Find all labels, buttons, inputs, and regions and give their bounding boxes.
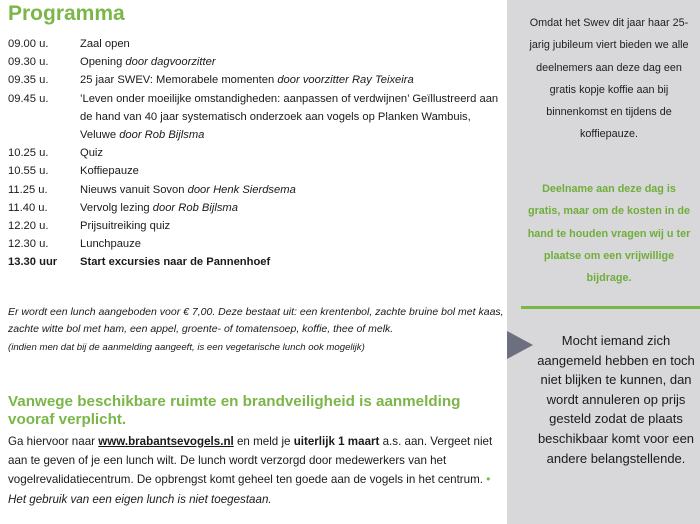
program-row	[8, 217, 504, 235]
lunch-info	[8, 304, 504, 356]
program-list	[8, 35, 504, 272]
lunch-rule: Het gebruik van een eigen lunch is niet toegestaan.	[8, 492, 272, 506]
program-item: Start excursies naar de Pannenhoef	[80, 256, 271, 269]
program-time: 11.25 u.	[8, 183, 48, 196]
website-link[interactable]: www.brabantsevogels.nl	[98, 435, 234, 448]
program-item: 25 jaar SWEV: Memorabele momenten door voorzitter Ray Teixeira	[80, 74, 414, 87]
sidebar-jubilee-text: Omdat het Swev dit jaar haar 25-jarig jubileum viert bieden we alle deelnemers aan deze dag een gratis kopje koffie aan bij binnenkomst en tijdens de koffiepauze.	[529, 17, 689, 141]
program-row	[8, 90, 504, 145]
sidebar-contribution-text: Deelname aan deze dag is gratis, maar om de kosten in de hand te houden vragen wij u ter plaatse om een vrijwillige bijdrage.	[527, 183, 691, 285]
program-item: Prijsuitreiking quiz	[80, 220, 171, 233]
program-item: Lunchpauze	[80, 238, 141, 251]
program-item: Vervolg lezing door Rob Bijlsma	[80, 201, 238, 214]
lunch-note: (indien men dat bij de aanmelding aangeeft, is een vegetarische lunch ook mogelijk)	[8, 341, 365, 353]
program-row	[8, 199, 504, 217]
registration-heading: Vanwege beschikbare ruimte en brandveiligheid is aanmelding vooraf verplicht.	[8, 393, 461, 428]
program-row	[8, 235, 504, 253]
program-time: 10.25 u.	[8, 147, 49, 160]
program-time: 10.55 u.	[8, 165, 49, 178]
program-time: 13.30 uur	[8, 256, 58, 269]
program-time: 12.20 u.	[8, 220, 49, 233]
program-item: Nieuws vanuit Sovon door Henk Sierdsema	[80, 183, 296, 196]
deadline: uiterlijk 1 maart	[293, 435, 380, 448]
program-row	[8, 71, 504, 89]
program-row	[8, 162, 504, 180]
arrow-icon	[507, 331, 533, 359]
program-time: 09.35 u.	[8, 74, 49, 87]
program-row	[8, 181, 504, 199]
program-item: ’Leven onder moeilijke omstandigheden: aanpassen of verdwijnen’ Geïllustreerd aan de hand van 40 jaar systematisch onderzoek aan vogels op Planken Wambuis, Veluwe door Rob Bijlsma	[80, 92, 499, 142]
program-time: 09.45 u.	[8, 92, 49, 105]
program-item: Opening door dagvoorzitter	[80, 56, 216, 69]
registration-text: Ga hiervoor naar www.brabantsevogels.nl en meld je uiterlijk 1 maart a.s. aan. Vergeet niet aan te geven of je een lunch wilt. De lunch wordt verzorgd door medewerkers van het vogelrevalidatiecentrum. De opbrengst komt geheel ten goede aan de vogels in het centrum. • Het gebruik van een eigen lunch is niet toegestaan.	[8, 435, 493, 506]
program-time: 12.30 u.	[8, 238, 49, 251]
program-row	[8, 53, 504, 71]
program-row	[8, 144, 504, 162]
program-time: 11.40 u.	[8, 201, 48, 214]
program-time: 09.00 u.	[8, 38, 49, 50]
program-item: Zaal open	[80, 38, 130, 50]
bullet-icon: •	[486, 473, 491, 487]
sidebar-divider	[521, 306, 700, 309]
program-item: Koffiepauze	[80, 165, 139, 178]
program-row	[8, 35, 504, 53]
sidebar-cancellation-text: Mocht iemand zich aangemeld hebben en toch niet blijken te kunnen, dan wordt annuleren op prijs gesteld zodat de plaats beschikbaar komt voor een andere belangstellende.	[537, 333, 695, 466]
page-title: Programma	[8, 2, 125, 25]
program-row	[8, 253, 504, 271]
program-item: Quiz	[80, 147, 104, 160]
lunch-text: Er wordt een lunch aangeboden voor € 7,00. Deze bestaat uit: een krentenbol, zachte bruine bol met kaas, zachte witte bol met ham, een appel, groente- of tomatensoep, koffie, thee of melk.	[8, 306, 504, 336]
program-time: 09.30 u.	[8, 56, 49, 69]
